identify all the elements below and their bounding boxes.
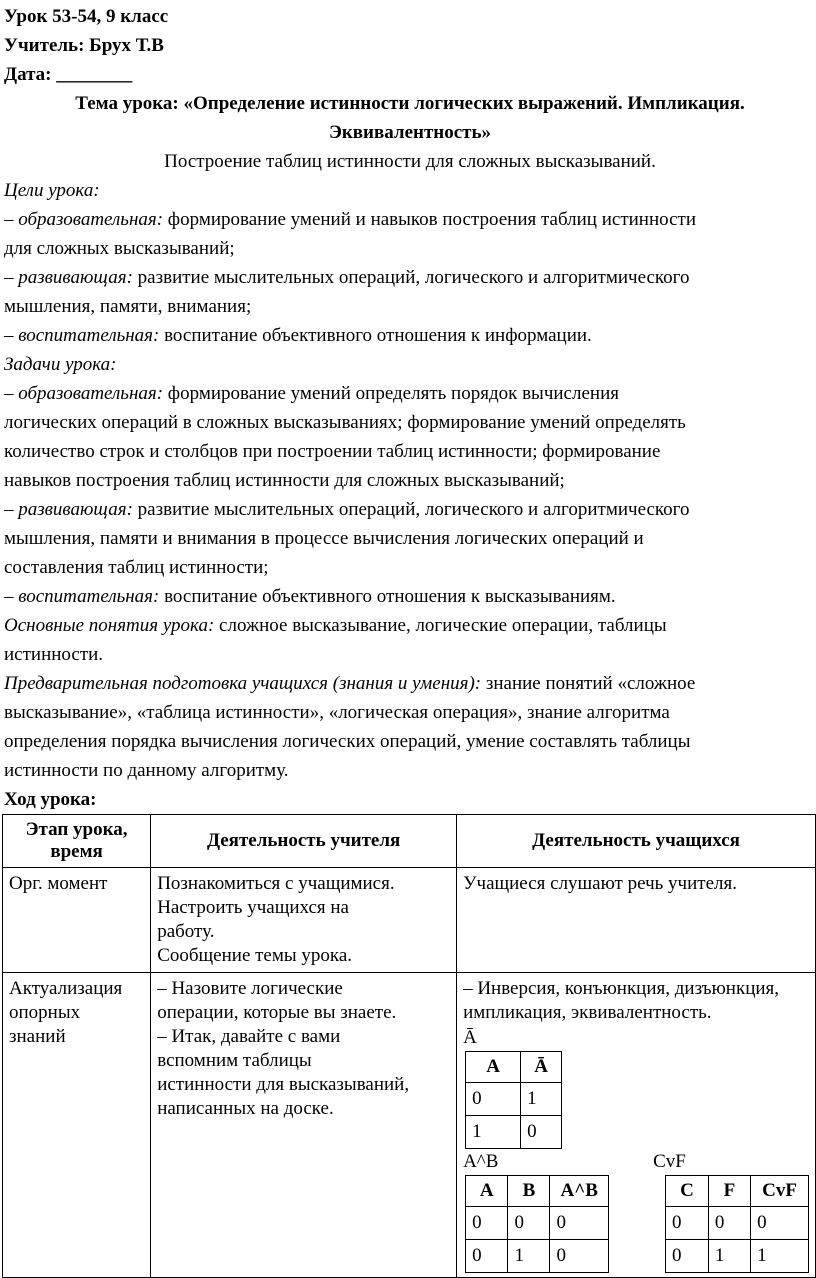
header-students: Деятельность учащихся	[457, 815, 816, 868]
neg-cell: 0	[521, 1116, 562, 1149]
task-upbringing	[4, 582, 816, 611]
and-truth-table	[465, 1175, 609, 1273]
document-page	[4, 2, 816, 814]
task-dev-label: – развивающая:	[4, 499, 133, 520]
neg-cell: 0	[466, 1083, 521, 1116]
goal-edu-label: – образовательная:	[4, 209, 164, 230]
table-row	[466, 1207, 609, 1240]
or-cell: 1	[751, 1240, 809, 1273]
goal-up-text: воспитание объективного отношения к информации.	[159, 325, 592, 346]
stage-org: Орг. момент	[3, 868, 151, 973]
teacher-org-line: работу.	[157, 921, 215, 942]
students-line: – Инверсия, конъюнкция, дизъюнкция,	[463, 978, 780, 999]
lesson-plan-table	[2, 814, 816, 1278]
and-label: A^B	[463, 1151, 499, 1172]
students-org: Учащиеся слушают речь учителя.	[457, 868, 816, 973]
table-row	[466, 1240, 609, 1273]
task-dev-text-2: мышления, памяти и внимания в процессе вычисления логических операций и	[4, 528, 644, 549]
table-row	[466, 1116, 562, 1149]
task-edu-text-4: навыков построения таблиц истинности для сложных высказываний;	[4, 470, 565, 491]
or-header: F	[708, 1176, 750, 1207]
or-cell: 0	[751, 1207, 809, 1240]
op-labels	[463, 1149, 809, 1175]
and-cell: 0	[466, 1240, 508, 1273]
teacher-line: написанных на доске.	[157, 1098, 334, 1119]
teacher-line: операции, которые вы знаете.	[157, 1002, 397, 1023]
or-cell: 0	[666, 1207, 709, 1240]
task-dev-text-3: составления таблиц истинности;	[4, 557, 269, 578]
teacher-org-line: Настроить учащихся на	[157, 897, 349, 918]
stage-line: знаний	[9, 1026, 66, 1047]
table-row	[3, 868, 816, 973]
header-teacher: Деятельность учителя	[151, 815, 457, 868]
prep-text-4: истинности по данному алгоритму.	[4, 760, 289, 781]
neg-header-a: A	[466, 1052, 521, 1083]
goal-edu-text-2: для сложных высказываний;	[4, 238, 235, 259]
goal-edu-text: формирование умений и навыков построения таблиц истинности	[163, 209, 697, 230]
teacher-line: – Назовите логические	[157, 978, 343, 999]
header-stage: Этап урока, время	[3, 815, 151, 868]
tasks-heading: Задачи урока:	[4, 354, 117, 375]
students-actualization	[457, 973, 816, 1278]
students-line: импликация, эквивалентность.	[463, 1002, 712, 1023]
stage-line: опорных	[9, 1002, 81, 1023]
or-truth-table	[665, 1175, 809, 1273]
concepts	[4, 611, 816, 640]
goals-heading: Цели урока:	[4, 180, 100, 201]
and-cell: 0	[508, 1207, 550, 1240]
teacher-line: – Итак, давайте с вами	[157, 1026, 341, 1047]
prep-label: Предварительная подготовка учащихся (знания и умения):	[4, 673, 482, 694]
teacher-name: Учитель: Брух Т.В	[4, 35, 164, 56]
teacher-org	[151, 868, 457, 973]
table-row	[666, 1207, 809, 1240]
table-row	[466, 1083, 562, 1116]
stage-actualization	[3, 973, 151, 1278]
preparation	[4, 669, 816, 698]
and-cell: 0	[466, 1207, 508, 1240]
or-label: CvF	[653, 1151, 686, 1172]
progress-heading: Ход урока:	[4, 789, 97, 810]
and-header: A^B	[550, 1176, 609, 1207]
or-cell: 0	[708, 1207, 750, 1240]
goal-upbringing	[4, 321, 816, 350]
or-header: C	[666, 1176, 709, 1207]
task-educational	[4, 379, 816, 408]
prep-text-2: высказывание», «таблица истинности», «логическая операция», знание алгоритма	[4, 702, 670, 723]
neg-cell: 1	[466, 1116, 521, 1149]
goal-dev-label: – развивающая:	[4, 267, 133, 288]
task-edu-text-2: логических операций в сложных высказываниях; формирование умений определять	[4, 412, 686, 433]
lesson-date: Дата: ________	[4, 64, 133, 85]
teacher-line: вспомним таблицы	[157, 1050, 312, 1071]
or-cell: 0	[666, 1240, 709, 1273]
task-up-label: – воспитательная:	[4, 586, 160, 607]
neg-header-nota: Ā	[521, 1052, 562, 1083]
prep-text: знание понятий «сложное	[481, 673, 696, 694]
goal-up-label: – воспитательная:	[4, 325, 160, 346]
and-cell: 0	[550, 1240, 609, 1273]
prep-text-3: определения порядка вычисления логических операций, умение составлять таблицы	[4, 731, 691, 752]
op-tables	[463, 1175, 809, 1273]
or-cell: 1	[708, 1240, 750, 1273]
table-row	[666, 1240, 809, 1273]
teacher-org-line: Сообщение темы урока.	[157, 945, 353, 966]
neg-cell: 1	[521, 1083, 562, 1116]
goal-educational	[4, 205, 816, 234]
and-header: B	[508, 1176, 550, 1207]
topic-subtitle: Построение таблиц истинности для сложных высказываний.	[164, 151, 656, 172]
and-cell: 0	[550, 1207, 609, 1240]
table-row	[3, 973, 816, 1278]
negation-truth-table	[465, 1051, 562, 1149]
task-edu-text-3: количество строк и столбцов при построении таблиц истинности; формирование	[4, 441, 661, 462]
task-edu-text: формирование умений определять порядок вычисления	[163, 383, 619, 404]
teacher-actualization	[151, 973, 457, 1278]
goal-dev-text-2: мышления, памяти, внимания;	[4, 296, 252, 317]
and-header: A	[466, 1176, 508, 1207]
concepts-label: Основные понятия урока:	[4, 615, 215, 636]
negation-label: Ā	[463, 1027, 477, 1048]
topic-line-1: Тема урока: «Определение истинности логических выражений. Импликация.	[75, 93, 745, 114]
and-cell: 1	[508, 1240, 550, 1273]
stage-line: Актуализация	[9, 978, 123, 999]
concepts-text: сложное высказывание, логические операции, таблицы	[214, 615, 667, 636]
task-developing	[4, 495, 816, 524]
goal-developing	[4, 263, 816, 292]
task-edu-label: – образовательная:	[4, 383, 164, 404]
topic-line-2: Эквивалентность»	[328, 122, 492, 143]
teacher-line: истинности для высказываний,	[157, 1074, 410, 1095]
concepts-text-2: истинности.	[4, 644, 104, 665]
teacher-org-line: Познакомиться с учащимися.	[157, 873, 395, 894]
goal-dev-text: развитие мыслительных операций, логического и алгоритмического	[132, 267, 690, 288]
or-header: CvF	[751, 1176, 809, 1207]
task-dev-text: развитие мыслительных операций, логического и алгоритмического	[132, 499, 690, 520]
table-header-row	[3, 815, 816, 868]
lesson-number: Урок 53-54, 9 класс	[4, 6, 169, 27]
task-up-text: воспитание объективного отношения к высказываниям.	[159, 586, 616, 607]
